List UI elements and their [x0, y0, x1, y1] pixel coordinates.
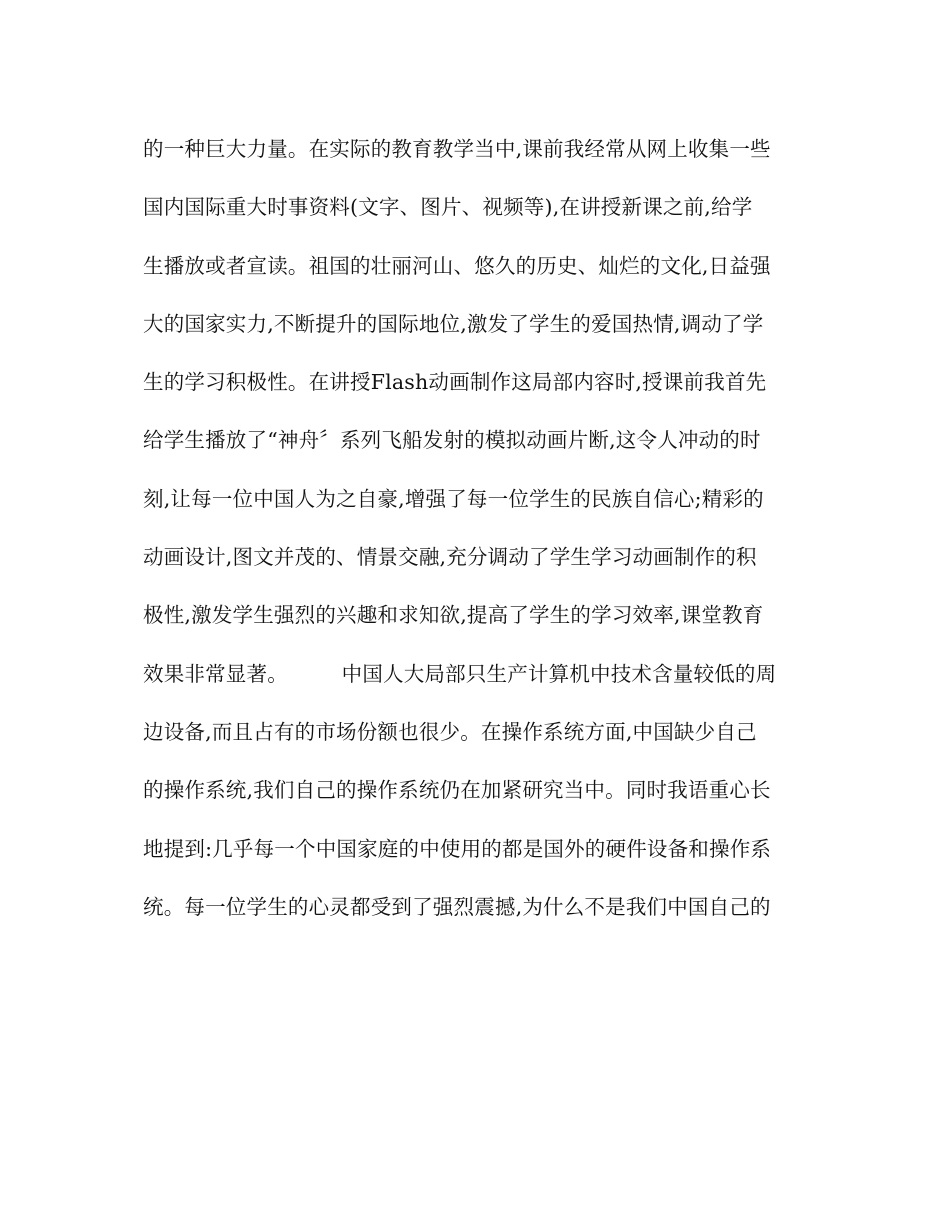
text-line: 动画设计,图文并茂的、情景交融,充分调动了学生学习动画制作的积 — [143, 545, 757, 570]
text-line: 统。每一位学生的心灵都受到了强烈震撼,为什么不是我们中国自己的 — [143, 894, 771, 919]
body-text — [143, 120, 813, 936]
text-line: 给学生播放了“神舟〞系列飞船发射的模拟动画片断,这令人冲动的时 — [143, 428, 761, 453]
text-line: 效果非常显著。 中国人大局部只生产计算机中技术含量较低的周 — [143, 661, 777, 686]
text-line: 生的学习积极性。在讲授Flash动画制作这局部内容时,授课前我首先 — [143, 370, 767, 395]
text-line: 的一种巨大力量。在实际的教育教学当中,课前我经常从网上收集一些 — [143, 137, 771, 161]
text-line: 大的国家实力,不断提升的国际地位,激发了学生的爱国热情,调动了学 — [143, 311, 764, 336]
text-line: 极性,激发学生强烈的兴趣和求知欲,提高了学生的学习效率,课堂教育 — [143, 603, 764, 628]
text-line: 刻,让每一位中国人为之自豪,增强了每一位学生的民族自信心;精彩的 — [143, 486, 764, 511]
text-line: 生播放或者宣读。祖国的壮丽河山、悠久的历史、灿烂的文化,日益强 — [143, 253, 771, 278]
text-line: 边设备,而且占有的市场份额也很少。在操作系统方面,中国缺少自己 — [143, 719, 757, 744]
text-line: 的操作系统,我们自己的操作系统仍在加紧研究当中。同时我语重心长 — [143, 778, 771, 803]
text-line: 国内国际重大时事资料(文字、图片、视频等),在讲授新课之前,给学 — [143, 195, 753, 220]
text-line: 地提到:几乎每一个中国家庭的中使用的都是国外的硬件设备和操作系 — [143, 836, 772, 861]
